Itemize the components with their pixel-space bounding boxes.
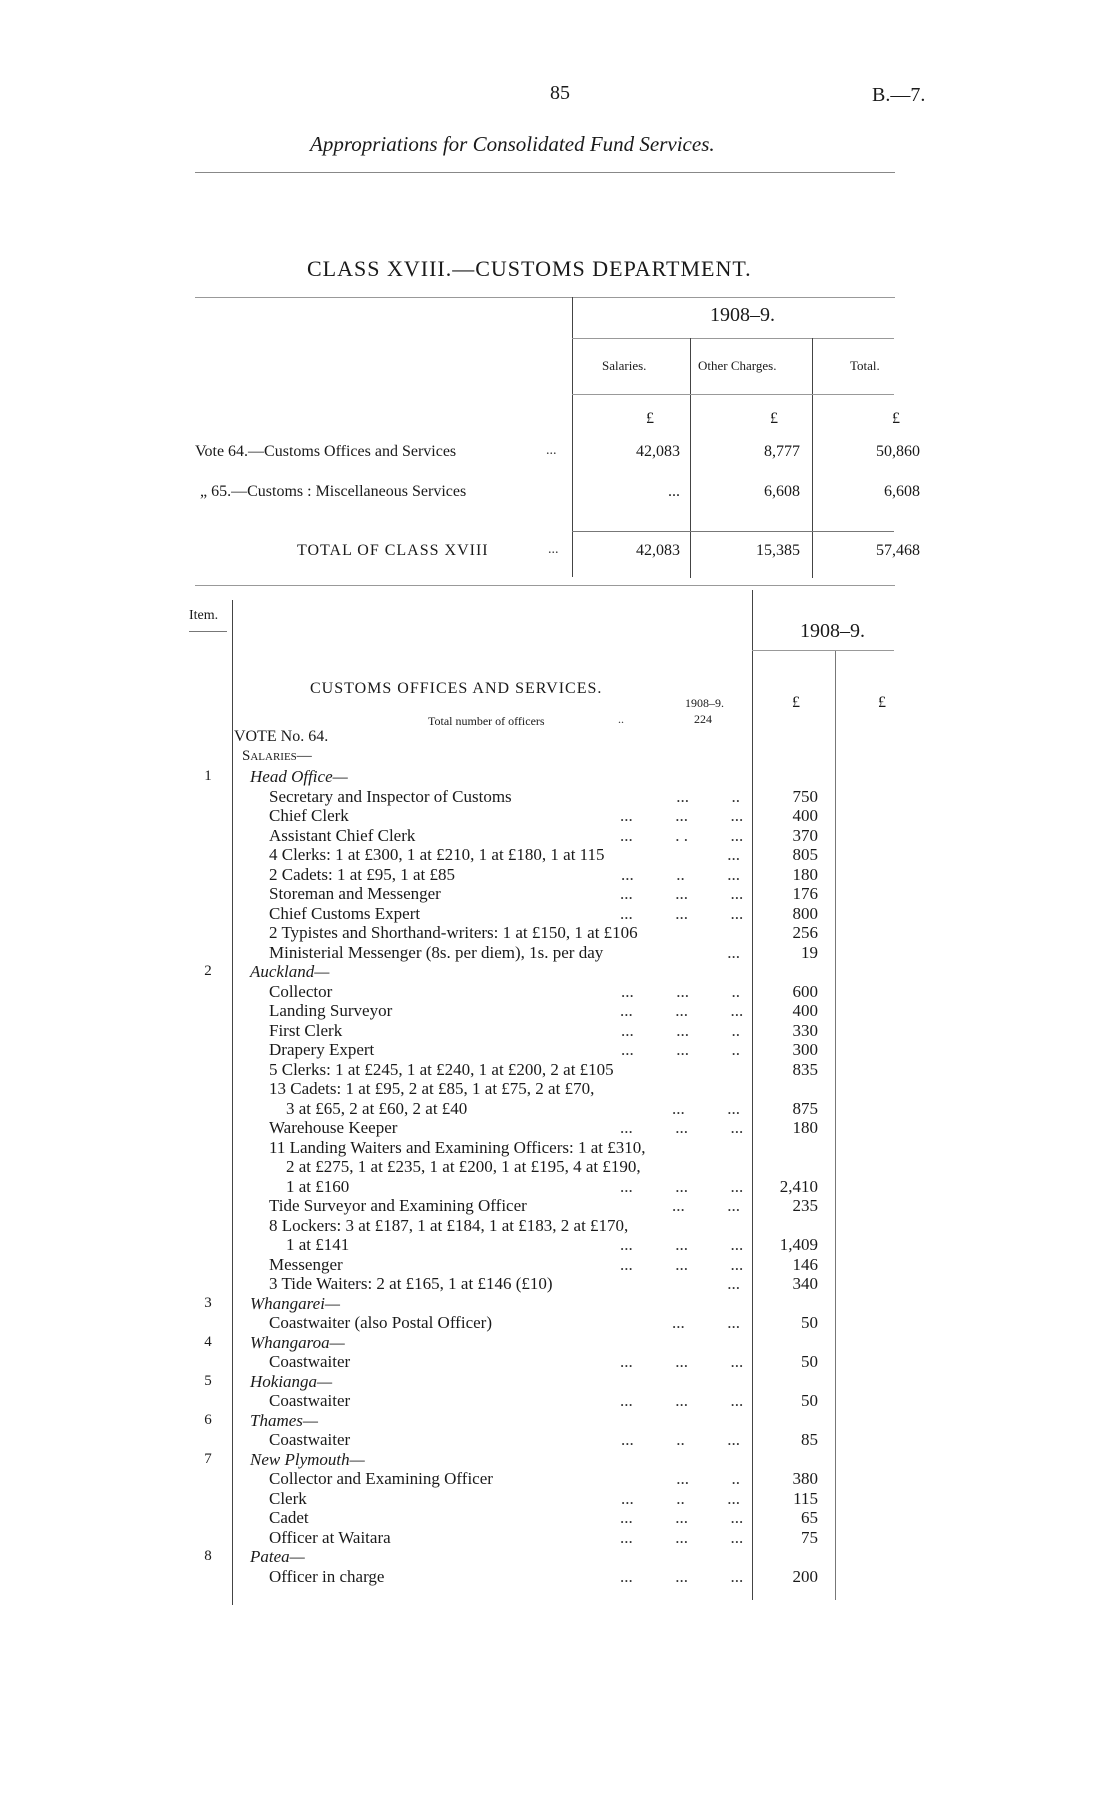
item-number: 3 [204, 1294, 212, 1311]
line-amount: 875 [792, 1098, 818, 1118]
vote-number: VOTE No. 64. [234, 728, 329, 745]
line-amount: 200 [792, 1566, 818, 1586]
section-title: CUSTOMS OFFICES AND SERVICES. [310, 680, 603, 697]
line-leader: ... [727, 942, 740, 962]
page-subtitle: Appropriations for Consolidated Fund Services. [310, 132, 715, 156]
line-text: 1 at £141 [286, 1235, 350, 1254]
line-amount: 65 [801, 1508, 818, 1527]
line-leader: ... .. ... [621, 1488, 740, 1508]
line-leader: ... .. ... [621, 864, 740, 884]
row-other-charges: 6,608 [764, 483, 800, 500]
line-text: Clerk [269, 1488, 307, 1508]
item-header: Item. [189, 608, 219, 623]
line-text: 2 Typistes and Shorthand-writers: 1 at £150, 1 at £106 [269, 923, 638, 942]
page-number: 85 [550, 82, 570, 104]
detail-year: 1908–9. [800, 620, 865, 642]
station-name: Thames— [250, 1410, 319, 1430]
line-leader: ... ... ... [620, 1235, 744, 1254]
line-leader: ... ... ... [620, 1254, 744, 1274]
line-text: Ministerial Messenger (8s. per diem), 1s. per day [269, 942, 604, 962]
currency-salaries: £ [646, 410, 654, 427]
total-leader: ... [548, 542, 559, 557]
line-leader: ... [727, 1274, 740, 1293]
station-name: Hokianga— [250, 1371, 333, 1391]
currency-total: £ [892, 410, 900, 427]
line-amount: 256 [792, 923, 818, 942]
station-name: Whangaroa— [250, 1332, 345, 1352]
line-text: Chief Customs Expert [269, 903, 421, 923]
line-leader: ... ... .. [621, 1040, 740, 1059]
line-amount: 800 [792, 903, 818, 923]
line-text: Collector and Examining Officer [269, 1469, 493, 1488]
line-leader: ... ... ... [620, 1118, 744, 1137]
officers-year: 1908–9. [685, 696, 724, 710]
line-text: Tide Surveyor and Examining Officer [269, 1196, 527, 1215]
line-text: 5 Clerks: 1 at £245, 1 at £240, 1 at £200, 2 at £105 [269, 1059, 614, 1079]
line-leader: ... ... ... [620, 1176, 744, 1196]
col-total-header: Total. [850, 358, 880, 373]
line-amount: 50 [801, 1391, 818, 1410]
line-amount: 600 [792, 981, 818, 1001]
summary-year: 1908–9. [710, 304, 775, 326]
line-text: Storeman and Messenger [269, 884, 441, 903]
row-salaries: ... [668, 483, 680, 500]
line-leader: ... ... .. [621, 981, 740, 1001]
line-leader: ... ... ... [620, 1352, 744, 1371]
total-salaries: 42,083 [636, 542, 680, 559]
line-text: 2 at £275, 1 at £235, 1 at £200, 1 at £195, 4 at £190, [286, 1157, 641, 1176]
line-amount: 400 [792, 806, 818, 825]
line-text: Landing Surveyor [269, 1001, 393, 1020]
line-amount: 400 [792, 1001, 818, 1020]
line-leader: ... ... .. [621, 1020, 740, 1040]
line-amount: 805 [792, 845, 818, 864]
line-amount: 75 [801, 1527, 818, 1547]
line-leader: ... ... ... [620, 1001, 744, 1020]
line-amount: 380 [792, 1469, 818, 1488]
line-amount: 300 [792, 1040, 818, 1059]
line-text: 2 Cadets: 1 at £95, 1 at £85 [269, 864, 456, 884]
line-text: Secretary and Inspector of Customs [269, 786, 512, 806]
line-leader: ... .. [676, 1469, 740, 1488]
line-leader: ... ... [672, 1098, 740, 1118]
line-leader: ... ... [672, 1313, 740, 1332]
station-name: New Plymouth— [250, 1449, 365, 1469]
station-name: Whangarei— [250, 1293, 341, 1313]
line-leader: ... . . ... [620, 825, 744, 845]
total-other-charges: 15,385 [756, 542, 800, 559]
line-text: 11 Landing Waiters and Examining Officers: 1 at £310, [269, 1137, 646, 1157]
line-leader: ... .. ... [621, 1430, 740, 1449]
line-text: Officer at Waitara [269, 1527, 391, 1547]
row-other-charges: 8,777 [764, 443, 800, 460]
line-text: 3 at £65, 2 at £60, 2 at £40 [286, 1098, 468, 1118]
line-text: 3 Tide Waiters: 2 at £165, 1 at £146 (£10) [269, 1274, 553, 1293]
item-number: 6 [204, 1411, 212, 1428]
line-leader: ... ... ... [620, 1391, 744, 1410]
line-amount: 750 [792, 786, 818, 806]
item-number: 5 [204, 1372, 212, 1389]
officers-label: Total number of officers [428, 714, 545, 728]
col-other-charges-header: Other Charges. [698, 358, 777, 373]
line-amount: 19 [801, 942, 818, 962]
line-amount: 835 [792, 1059, 818, 1079]
line-amount: 330 [792, 1020, 818, 1040]
header-rule [195, 172, 895, 173]
item-number: 1 [204, 768, 212, 784]
line-text: Assistant Chief Clerk [269, 825, 416, 845]
salaries-heading: Salaries— [242, 748, 312, 764]
currency-other: £ [770, 410, 778, 427]
station-name: Auckland— [250, 962, 330, 981]
line-amount: 1,409 [779, 1235, 818, 1254]
line-leader: ... ... [672, 1196, 740, 1215]
item-number: 4 [204, 1333, 212, 1350]
line-text: 13 Cadets: 1 at £95, 2 at £85, 1 at £75, 2 at £70, [269, 1079, 595, 1098]
line-leader: ... .. [676, 786, 740, 806]
line-amount: 176 [792, 884, 818, 903]
line-text: Messenger [269, 1254, 343, 1274]
row-salaries: 42,083 [636, 443, 680, 460]
row-label: „ 65.—Customs : Miscellaneous Services [200, 483, 467, 500]
line-text: 4 Clerks: 1 at £300, 1 at £210, 1 at £180, 1 at 115 [269, 845, 605, 864]
total-label: TOTAL OF CLASS XVIII [297, 542, 489, 559]
line-text: Chief Clerk [269, 806, 349, 825]
item-number: 2 [204, 963, 212, 979]
document-reference: B.—7. [872, 84, 926, 106]
class-title: CLASS XVIII.—CUSTOMS DEPARTMENT. [307, 256, 752, 281]
line-amount: 50 [801, 1352, 818, 1371]
line-leader: ... ... ... [620, 903, 744, 923]
line-amount: 370 [792, 825, 818, 845]
line-text: Coastwaiter [269, 1352, 351, 1371]
line-leader: ... ... ... [620, 884, 744, 903]
line-text: Coastwaiter [269, 1430, 351, 1449]
line-text: Drapery Expert [269, 1040, 375, 1059]
line-amount: 115 [793, 1488, 818, 1508]
line-amount: 180 [792, 864, 818, 884]
total-total: 57,468 [876, 542, 920, 559]
line-text: Officer in charge [269, 1566, 385, 1586]
line-text: 8 Lockers: 3 at £187, 1 at £184, 1 at £183, 2 at £170, [269, 1215, 629, 1235]
station-name: Head Office— [250, 767, 348, 786]
col-salaries-header: Salaries. [602, 358, 647, 373]
line-text: Cadet [269, 1508, 309, 1527]
row-label: Vote 64.—Customs Offices and Services [195, 443, 457, 460]
line-text: 1 at £160 [286, 1176, 350, 1196]
line-leader: ... ... ... [620, 1508, 744, 1527]
line-amount: 50 [801, 1313, 818, 1332]
line-leader: ... [727, 845, 740, 864]
line-text: First Clerk [269, 1020, 343, 1040]
row-leader: ... [546, 443, 557, 458]
item-number: 7 [204, 1450, 212, 1467]
line-amount: 85 [801, 1430, 818, 1449]
line-leader: ... ... ... [620, 1527, 744, 1547]
line-amount: 2,410 [779, 1176, 818, 1196]
row-total: 50,860 [876, 443, 920, 460]
line-amount: 180 [792, 1118, 818, 1137]
currency-items: £ [792, 694, 800, 711]
line-amount: 235 [792, 1196, 818, 1215]
line-text: Warehouse Keeper [269, 1118, 398, 1137]
station-name: Patea— [250, 1547, 305, 1566]
currency-total: £ [878, 694, 886, 711]
line-amount: 146 [792, 1254, 818, 1274]
line-text: Coastwaiter [269, 1391, 351, 1410]
row-total: 6,608 [884, 483, 920, 500]
item-number: 8 [204, 1548, 212, 1564]
officers-leader: .. [618, 712, 624, 726]
line-amount: 340 [792, 1274, 818, 1293]
line-text: Coastwaiter (also Postal Officer) [269, 1313, 492, 1332]
line-leader: ... ... ... [620, 1566, 744, 1586]
line-leader: ... ... ... [620, 806, 744, 825]
line-text: Collector [269, 981, 333, 1001]
officers-count: 224 [694, 712, 712, 726]
